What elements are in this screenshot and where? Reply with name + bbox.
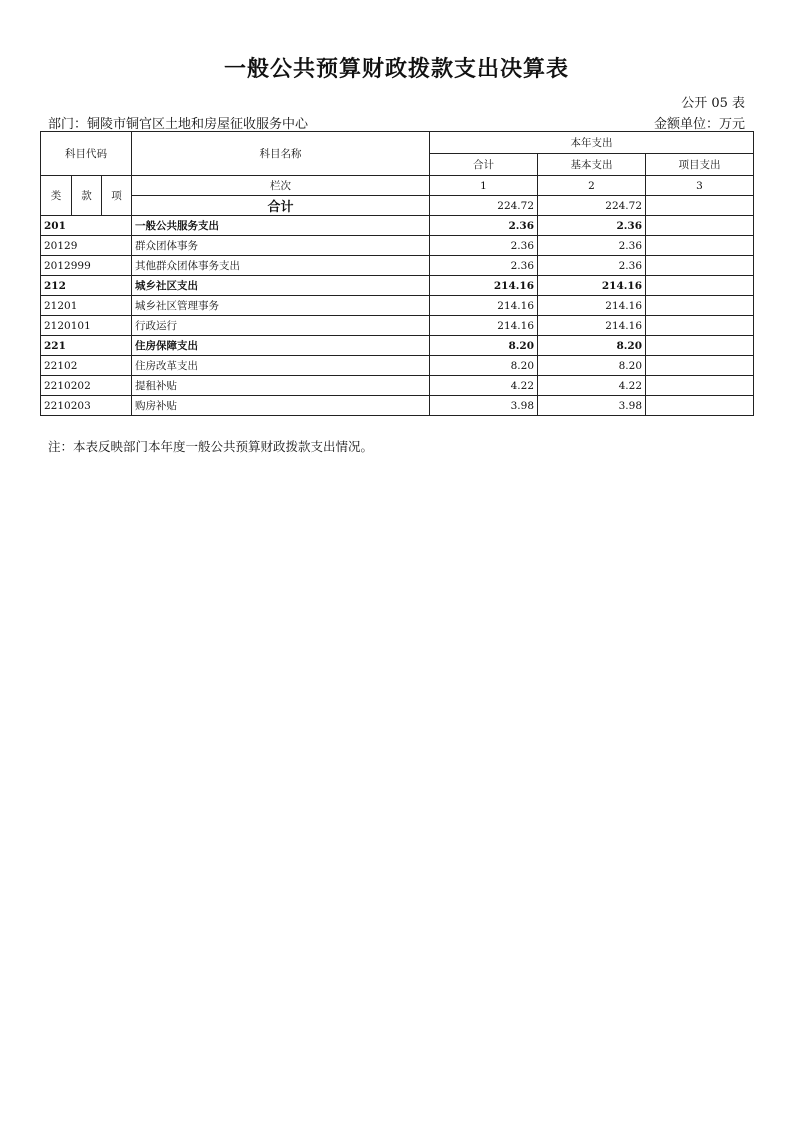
row-code: 212 (41, 276, 132, 296)
header-code-group: 科目代码 (41, 132, 132, 176)
row-total: 214.16 (430, 296, 538, 316)
table-row (41, 356, 754, 376)
header-row-1 (41, 132, 754, 154)
row-basic: 2.36 (538, 216, 646, 236)
amount-unit-label: 金额单位：万元 (653, 117, 745, 132)
table-row (41, 236, 754, 256)
row-project (646, 236, 754, 256)
header-row-3 (41, 176, 754, 196)
row-project (646, 256, 754, 276)
row-code: 20129 (41, 236, 132, 256)
header-lei: 类 (41, 176, 72, 216)
row-project (646, 396, 754, 416)
total-label: 合计 (132, 196, 430, 216)
row-name: 城乡社区支出 (132, 276, 430, 296)
row-code: 2120101 (41, 316, 132, 336)
row-project (646, 356, 754, 376)
row-code: 2210203 (41, 396, 132, 416)
row-code: 201 (41, 216, 132, 236)
table-note: 注：本表反映部门本年度一般公共预算财政拨款支出情况。 (48, 439, 374, 454)
row-total: 2.36 (430, 236, 538, 256)
table-row (41, 336, 754, 356)
row-name: 群众团体事务 (132, 236, 430, 256)
table-row (41, 216, 754, 236)
header-project: 项目支出 (646, 154, 754, 176)
header-col1: 1 (430, 176, 538, 196)
row-total: 214.16 (430, 276, 538, 296)
row-code: 2012999 (41, 256, 132, 276)
row-total: 4.22 (430, 376, 538, 396)
row-total: 2.36 (430, 256, 538, 276)
row-basic: 8.20 (538, 336, 646, 356)
row-project (646, 216, 754, 236)
row-name: 购房补贴 (132, 396, 430, 416)
row-name: 行政运行 (132, 316, 430, 336)
header-expend-group: 本年支出 (430, 132, 754, 154)
row-total: 214.16 (430, 316, 538, 336)
row-basic: 2.36 (538, 236, 646, 256)
table-row (41, 376, 754, 396)
row-name: 城乡社区管理事务 (132, 296, 430, 316)
row-total: 8.20 (430, 336, 538, 356)
row-name: 住房保障支出 (132, 336, 430, 356)
row-total: 3.98 (430, 396, 538, 416)
header-col3: 3 (646, 176, 754, 196)
row-basic: 4.22 (538, 376, 646, 396)
form-number: 公开 05 表 (681, 96, 745, 111)
total-total: 224.72 (430, 196, 538, 216)
row-total: 2.36 (430, 216, 538, 236)
row-project (646, 296, 754, 316)
row-project (646, 336, 754, 356)
header-xiang: 项 (102, 176, 132, 216)
table-row (41, 316, 754, 336)
department-label: 部门：铜陵市铜官区土地和房屋征收服务中心 (48, 117, 309, 132)
row-name: 提租补贴 (132, 376, 430, 396)
header-column-label: 栏次 (132, 176, 430, 196)
header-kuan: 款 (72, 176, 102, 216)
header-total: 合计 (430, 154, 538, 176)
header-name: 科目名称 (132, 132, 430, 176)
total-basic: 224.72 (538, 196, 646, 216)
table-row (41, 296, 754, 316)
total-project (646, 196, 754, 216)
row-code: 221 (41, 336, 132, 356)
row-code: 22102 (41, 356, 132, 376)
row-total: 8.20 (430, 356, 538, 376)
row-name: 其他群众团体事务支出 (132, 256, 430, 276)
total-row (41, 196, 754, 216)
row-basic: 214.16 (538, 276, 646, 296)
row-name: 一般公共服务支出 (132, 216, 430, 236)
header-col2: 2 (538, 176, 646, 196)
row-project (646, 376, 754, 396)
table-row (41, 276, 754, 296)
row-basic: 214.16 (538, 296, 646, 316)
expenditure-table (40, 131, 754, 416)
table-row (41, 396, 754, 416)
row-project (646, 276, 754, 296)
report-title: 一般公共预算财政拨款支出决算表 (223, 57, 569, 82)
row-code: 2210202 (41, 376, 132, 396)
row-basic: 8.20 (538, 356, 646, 376)
row-code: 21201 (41, 296, 132, 316)
row-basic: 2.36 (538, 256, 646, 276)
row-name: 住房改革支出 (132, 356, 430, 376)
table-row (41, 256, 754, 276)
row-basic: 214.16 (538, 316, 646, 336)
row-project (646, 316, 754, 336)
header-basic: 基本支出 (538, 154, 646, 176)
row-basic: 3.98 (538, 396, 646, 416)
